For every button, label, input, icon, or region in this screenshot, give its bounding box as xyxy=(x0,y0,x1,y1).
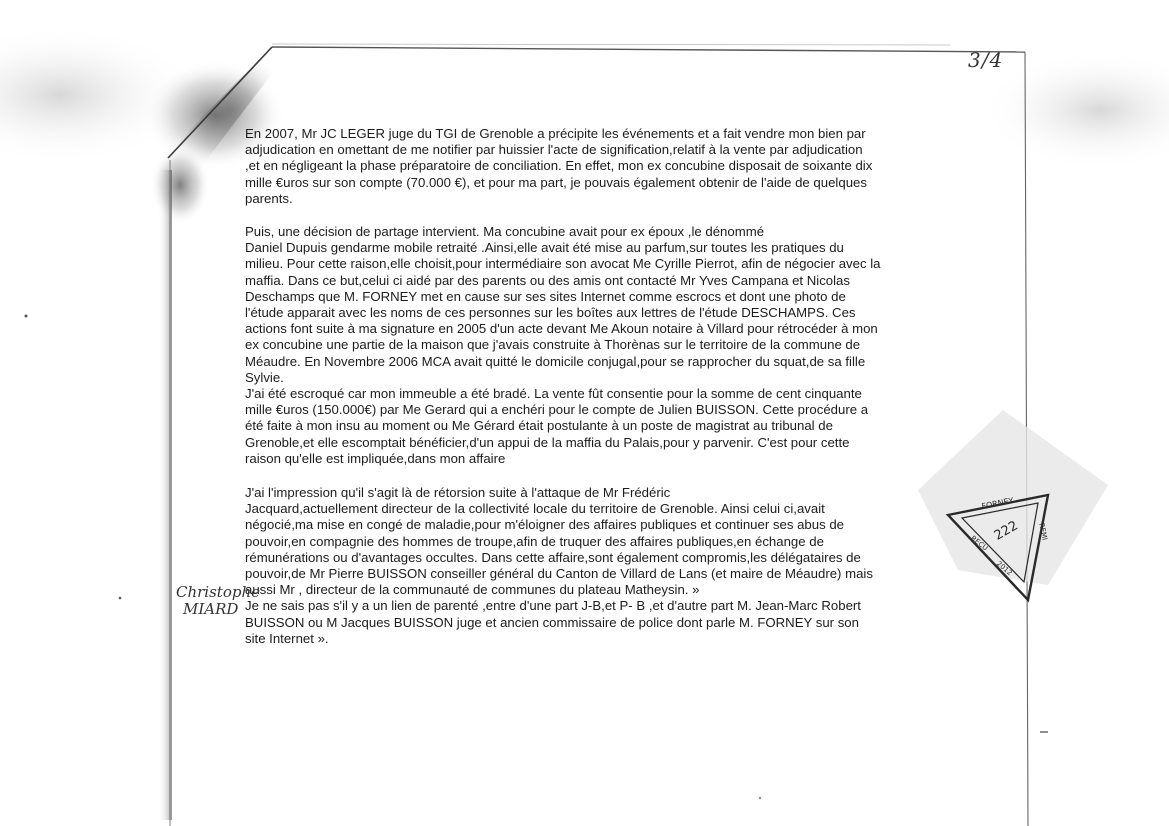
handwritten-annotation-firstname: Christophe xyxy=(176,583,261,601)
reception-stamp xyxy=(898,410,1108,610)
paragraph-2: Puis, une décision de partage intervient. Ma concubine avait pour ex époux ,le dénommé Daniel Dupuis gendarme mobile retraité .Ainsi,elle avait été mise au parfum,sur toutes les pratiques du milieu. Pour cette raison,elle choisit,pour intermédiaire son avocat Me Cyrille Pierrot, afin de négocier avec la maffia. Dans ce but,celui ci aidé par des parents ou des amis ont contacté Mr Yves Campana et Nicolas Deschamps que M. FORNEY met en cause sur ses sites Internet comme escrocs et dont une photo de l'étude apparait avec les noms de ces personnes sur les boîtes aux lettres de l'étude DESCHAMPS. Ces actions font suite à ma signature en 2005 d'un acte devant Me Akoun notaire à Villard pour rétrocéder à mon ex concubine une partie de la maison que j'avais construite à Thorènas sur le territoire de la commune de Méaudre. En Novembre 2006 MCA avait quitté le domicile conjugal,pour se rapprocher du squat,de sa fille Sylvie. J'ai été escroqué car mon immeuble a été bradé. La vente fût consentie pour la somme de cent cinquante mille €uros (150.000€) par Me Gerard qui a enchéri pour le compte de Julien BUISSON. Cette procédure a été faite à mon insu au moment ou Me Gérard était postulante à un poste de magistrat au tribunal de Grenoble,et elle escomptait bénéficier,d'un appui de la maffia du Palais,pour y parvenir. C'est pour cette raison qu'elle est impliquée,dans mon affaire xyxy=(245,224,881,466)
page-number: 3/4 xyxy=(968,48,1004,72)
stamp-number: 222 xyxy=(991,518,1021,544)
stamp-left-text: REÇU xyxy=(969,534,990,553)
paragraph-1: En 2007, Mr JC LEGER juge du TGI de Grenoble a précipite les événements et a fait vendre mon bien par adjudication en omettant de me notifier par huissier l'acte de signification,relatif à la vente par adjudication ,et en négligeant la phase préparatoire de conciliation. En effet, mon ex concubine disposait de soixante dix mille €uros sur son compte (70.000 €), et pour ma part, je pouvais également obtenir de l'aide de quelques parents. xyxy=(245,126,873,206)
handwritten-annotation-lastname: MIARD xyxy=(183,600,239,618)
stamp-right-text: REMI xyxy=(1037,522,1049,541)
stamp-top-text: FORNEY xyxy=(980,496,1015,512)
paragraph-3: J'ai l'impression qu'il s'agit là de rétorsion suite à l'attaque de Mr Frédéric Jacquard,actuellement directeur de la collectivité locale du territoire de Grenoble. Ainsi celui ci,avait négocié,ma mise en congé de maladie,pour m'éloigner des affaires publiques et continuer ses abus de pouvoir,en compagnie des hommes de troupe,afin de truquer des affaires publiques,en échange de rémunérations ou d'avantages occultes. Dans cette affaire,sont également compromis,les délégataires de pouvoir,de Mr Pierre BUISSON conseiller général du Canton de Villard de Lans (et maire de Méaudre) mais aussi Mr , directeur de la communauté de communes du plateau Matheysin. » Je ne sais pas s'il y a un lien de parenté ,entre d'une part J-B,et P- B ,et d'autre part M. Jean-Marc Robert BUISSON ou M Jacques BUISSON juge et ancien commissaire de police dont parle M. FORNEY sur son site Internet ». xyxy=(245,485,873,646)
stamp-bottom-text: 2012 xyxy=(994,559,1014,578)
